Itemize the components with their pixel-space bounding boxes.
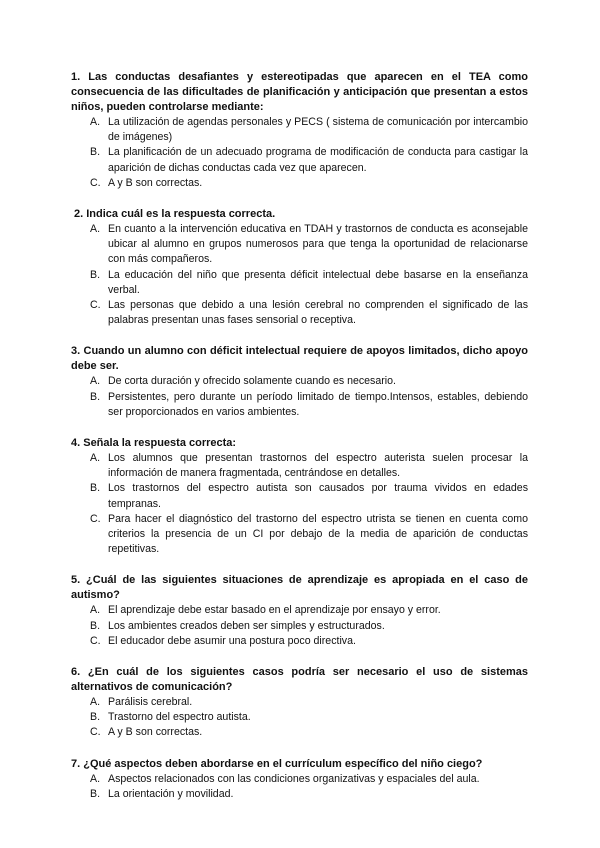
question-6 [71, 665, 528, 741]
option-a [71, 222, 528, 268]
option-b [71, 787, 528, 802]
option-text: En cuanto a la intervención educativa en TDAH y trastornos de conducta es aconsejable ubicar al alumno en grupos numerosos para que tenga la oportunidad de relacionarse con más compañeros. [108, 223, 528, 266]
option-list [71, 695, 528, 741]
option-b [71, 481, 528, 511]
option-text: Las personas que debido a una lesión cerebral no comprenden el significado de las palabras presentan unas fases sensorial o receptiva. [108, 299, 528, 327]
option-letter: C. [90, 176, 101, 189]
question-title: 6. ¿En cuál de los siguientes casos podría ser necesario el uso de sistemas alternativos de comunicación? [71, 666, 528, 694]
question-title: 7. ¿Qué aspectos deben abordarse en el currículum específico del niño ciego? [71, 757, 483, 770]
option-letter: A. [90, 116, 101, 128]
option-text: Persistentes, pero durante un período limitado de tiempo.Intensos, estables, debiendo ser proporcionados en varios ambientes. [108, 390, 528, 418]
option-letter: A. [90, 772, 101, 785]
option-b [71, 268, 528, 298]
option-text: Los alumnos que presentan trastornos del espectro auterista suelen procesar la información de manera fragmentada, centrándose en detalles. [108, 452, 528, 480]
option-text: A y B son correctas. [108, 726, 203, 739]
option-list [71, 772, 528, 802]
option-text: El educador debe asumir una postura poco directiva. [108, 634, 356, 647]
question-title: 4. Señala la respuesta correcta: [71, 437, 237, 450]
option-a [71, 451, 528, 481]
option-c [71, 512, 528, 558]
option-letter: B. [90, 787, 101, 800]
option-text: Los ambientes creados deben ser simples y estructurados. [108, 619, 385, 632]
question-title: 1. Las conductas desafiantes y estereotipadas que aparecen en el TEA como consecuencia de las dificultades de planificación y anticipación que presentan a estos niños, pueden controlarse mediante: [71, 71, 528, 113]
option-letter: A. [90, 375, 101, 388]
option-b [71, 619, 528, 634]
option-list [71, 222, 528, 328]
option-a [71, 695, 528, 710]
option-a [71, 115, 528, 145]
option-letter: C. [90, 512, 101, 525]
option-text: La utilización de agendas personales y PECS ( sistema de comunicación por intercambio de imágenes) [108, 116, 528, 144]
option-list [71, 451, 528, 557]
option-text: Para hacer el diagnóstico del trastorno del espectro utrista se tienen en cuenta como criterios la presencia de un CI por debajo de la media de aparición de conductas repetitivas. [108, 512, 528, 556]
option-letter: B. [90, 268, 101, 281]
option-letter: A. [90, 696, 101, 709]
option-text: A y B son correctas. [108, 176, 203, 189]
option-a [71, 374, 528, 389]
option-text: Los trastornos del espectro autista son causados por trauma vividos en edades tempranas. [108, 482, 528, 510]
option-text: La orientación y movilidad. [108, 787, 234, 800]
option-text: El aprendizaje debe estar basado en el aprendizaje por ensayo y error. [108, 604, 441, 617]
question-7 [71, 757, 528, 802]
option-letter: C. [90, 726, 101, 739]
option-letter: C. [90, 299, 101, 312]
option-text: La planificación de un adecuado programa de modificación de conducta para castigar la aparición de dichas conductas cada vez que aparecen. [108, 146, 528, 174]
option-letter: A. [90, 604, 101, 617]
question-title: 3. Cuando un alumno con déficit intelectual requiere de apoyos limitados, dicho apoyo debe ser. [71, 345, 528, 373]
option-c [71, 725, 528, 740]
question-3 [71, 344, 528, 420]
option-c [71, 298, 528, 328]
option-list [71, 115, 528, 191]
option-b [71, 390, 528, 420]
option-letter: A. [90, 452, 101, 465]
option-text: La educación del niño que presenta déficit intelectual debe basarse en la enseñanza verbal. [108, 268, 528, 296]
question-title: 5. ¿Cuál de las siguientes situaciones de aprendizaje es apropiada en el caso de autismo? [71, 574, 528, 602]
option-c [71, 176, 528, 191]
question-2 [71, 207, 528, 328]
option-letter: B. [90, 619, 101, 632]
option-letter: B. [90, 482, 101, 495]
option-text: Trastorno del espectro autista. [108, 711, 251, 724]
option-letter: B. [90, 711, 101, 724]
option-list [71, 374, 528, 420]
option-text: Aspectos relacionados con las condiciones organizativas y espaciales del aula. [108, 772, 480, 785]
option-a [71, 772, 528, 787]
option-text: De corta duración y ofrecido solamente cuando es necesario. [108, 375, 396, 388]
question-4 [71, 436, 528, 557]
question-1 [71, 70, 528, 191]
option-list [71, 603, 528, 649]
option-a [71, 603, 528, 618]
option-letter: A. [90, 223, 101, 236]
question-title: 2. Indica cuál es la respuesta correcta. [74, 208, 276, 221]
option-b [71, 710, 528, 725]
option-letter: B. [90, 146, 101, 159]
question-list [71, 70, 528, 818]
option-text: Parálisis cerebral. [108, 696, 193, 709]
option-b [71, 145, 528, 175]
option-letter: C. [90, 634, 101, 647]
question-5 [71, 573, 528, 649]
option-letter: B. [90, 390, 101, 403]
option-c [71, 634, 528, 649]
